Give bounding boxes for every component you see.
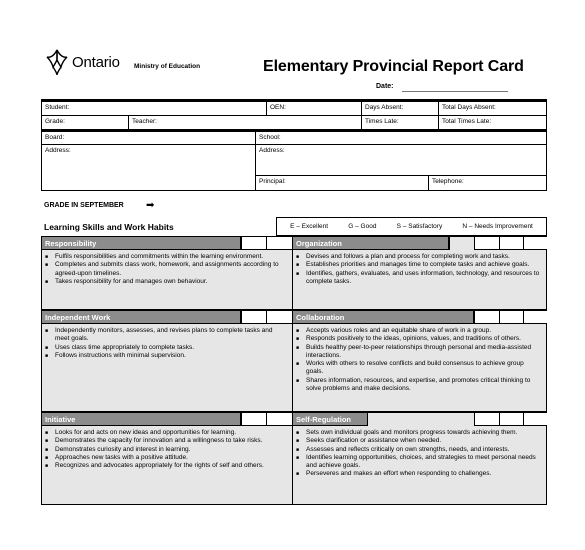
list-item: ■ Shares information, resources, and expertise, and promotes critical thinking to solve problems and make decisions.: [296, 377, 541, 394]
days-absent-label: Days Absent:: [365, 104, 404, 111]
school-address-field[interactable]: [256, 145, 546, 176]
list-item: ■ Uses class time appropriately to complete tasks.: [45, 344, 285, 352]
school-address-label: Address:: [259, 147, 285, 154]
responsibility-list: [45, 253, 285, 286]
list-item: ■ Works with others to resolve conflicts and build consensus to achieve group goals.: [296, 360, 541, 377]
collaboration-section: [292, 310, 547, 412]
list-item: ■ Devises and follows a plan and process for completing work and tasks.: [296, 253, 541, 261]
list-item: ■ Perseveres and makes an effort when responding to challenges.: [296, 470, 541, 478]
rating-box-term2[interactable]: [266, 311, 293, 324]
principal-field[interactable]: [256, 176, 429, 190]
student-field[interactable]: [42, 102, 267, 116]
rating-legend: [276, 217, 547, 236]
responsibility-section: [41, 236, 293, 310]
total-times-late-field[interactable]: [439, 116, 546, 130]
rating-box-term2[interactable]: [266, 237, 293, 250]
times-late-field[interactable]: [362, 116, 439, 130]
list-item: ■ Recognizes and advocates appropriately for the rights of self and others.: [45, 462, 285, 470]
telephone-label: Telephone:: [432, 178, 464, 185]
list-item: ■ Responds positively to the ideas, opinions, values, and traditions of others.: [296, 335, 541, 343]
board-field[interactable]: [42, 132, 256, 145]
list-item: ■ Takes responsibility for and manages own behaviour.: [45, 278, 285, 286]
list-item: ■ Follows instructions with minimal supervision.: [45, 352, 285, 360]
independent-work-list: [45, 327, 285, 360]
list-item: ■ Fulfils responsibilities and commitments within the learning environment.: [45, 253, 285, 261]
initiative-section: [41, 412, 293, 505]
legend-satisfactory: S – Satisfactory: [396, 223, 443, 230]
times-late-label: Times Late:: [365, 118, 399, 125]
board-address-field[interactable]: [42, 145, 256, 190]
teacher-field[interactable]: [129, 116, 362, 130]
list-item: ■ Demonstrates curiosity and interest in learning.: [45, 446, 285, 454]
rating-box-term1[interactable]: [241, 311, 266, 324]
oen-label: OEN:: [270, 104, 286, 111]
rating-box-term3[interactable]: [523, 311, 547, 324]
section-title: Initiative: [42, 413, 241, 426]
organization-list: [296, 253, 541, 286]
rating-spacer: [449, 237, 474, 250]
principal-label: Principal:: [259, 178, 286, 185]
list-item: ■ Assesses and reflects critically on own strengths, needs, and interests.: [296, 446, 541, 454]
board-label: Board:: [45, 134, 65, 141]
rating-box-term1[interactable]: [241, 413, 266, 426]
student-info-grid: [41, 99, 547, 191]
section-title: Self-Regulation: [293, 413, 368, 426]
grade-in-september-label: GRADE IN SEPTEMBER: [44, 202, 124, 209]
rating-box-term1[interactable]: [241, 237, 266, 250]
collaboration-list: [296, 327, 541, 393]
rating-box-term2[interactable]: [499, 237, 523, 250]
self-regulation-list: [296, 429, 541, 479]
board-address-label: Address:: [45, 147, 71, 154]
list-item: ■ Independently monitors, assesses, and revises plans to complete tasks and meet goals.: [45, 327, 285, 344]
grade-label: Grade:: [45, 118, 65, 125]
student-label: Student:: [45, 104, 70, 111]
initiative-list: [45, 429, 285, 470]
date-label: Date:: [376, 83, 394, 90]
list-item: ■ Identifies, gathers, evaluates, and uses information, technology, and resources to complete tasks.: [296, 270, 541, 287]
rating-box-term1[interactable]: [474, 413, 499, 426]
teacher-label: Teacher:: [132, 118, 157, 125]
list-item: ■ Completes and submits class work, homework, and assignments according to agreed-upon timelines.: [45, 261, 285, 278]
rating-box-term1[interactable]: [474, 311, 499, 324]
grade-field[interactable]: [42, 116, 129, 130]
total-times-late-label: Total Times Late:: [442, 118, 492, 125]
ontario-logo: [44, 47, 120, 77]
rating-box-term3[interactable]: [523, 413, 547, 426]
trillium-icon: [44, 48, 70, 76]
total-days-absent-field[interactable]: [439, 102, 546, 116]
list-item: ■ Builds healthy peer-to-peer relationships through personal and media-assisted interactions.: [296, 344, 541, 361]
school-field[interactable]: [256, 132, 546, 145]
rating-box-term3[interactable]: [523, 237, 547, 250]
rating-box-term2[interactable]: [266, 413, 293, 426]
total-days-absent-label: Total Days Absent:: [442, 104, 496, 111]
rating-box-term2[interactable]: [499, 413, 523, 426]
list-item: ■ Establishes priorities and manages time to complete tasks and achieve goals.: [296, 261, 541, 269]
legend-good: G – Good: [348, 223, 377, 230]
list-item: ■ Demonstrates the capacity for innovation and a willingness to take risks.: [45, 437, 285, 445]
date-field[interactable]: [402, 91, 508, 92]
list-item: ■ Identifies learning opportunities, choices, and strategies to meet personal needs and achieve goals.: [296, 454, 541, 471]
organization-section: [292, 236, 547, 310]
rating-box-term1[interactable]: [474, 237, 499, 250]
independent-work-section: [41, 310, 293, 412]
telephone-field[interactable]: [429, 176, 546, 190]
section-title: Organization: [293, 237, 449, 250]
list-item: ■ Accepts various roles and an equitable share of work in a group.: [296, 327, 541, 335]
page-title: Elementary Provincial Report Card: [263, 58, 524, 75]
section-title: Collaboration: [293, 311, 474, 324]
list-item: ■ Sets own individual goals and monitors progress towards achieving them.: [296, 429, 541, 437]
legend-needs-improvement: N – Needs Improvement: [462, 223, 533, 230]
legend-excellent: E – Excellent: [290, 223, 329, 230]
logo-wordmark: Ontario: [72, 53, 120, 71]
arrow-right-icon: ➡: [146, 200, 155, 211]
ministry-label: Ministry of Education: [134, 63, 201, 70]
rating-box-term2[interactable]: [499, 311, 523, 324]
oen-field[interactable]: [267, 102, 362, 116]
list-item: ■ Approaches new tasks with a positive attitude.: [45, 454, 285, 462]
self-regulation-section: [292, 412, 547, 505]
list-item: ■ Looks for and acts on new ideas and opportunities for learning.: [45, 429, 285, 437]
list-item: ■ Seeks clarification or assistance when needed.: [296, 437, 541, 445]
school-label: School:: [259, 134, 281, 141]
section-title: Responsibility: [42, 237, 241, 250]
learning-skills-title: Learning Skills and Work Habits: [44, 222, 174, 232]
section-title: Independent Work: [42, 311, 241, 324]
days-absent-field[interactable]: [362, 102, 439, 116]
